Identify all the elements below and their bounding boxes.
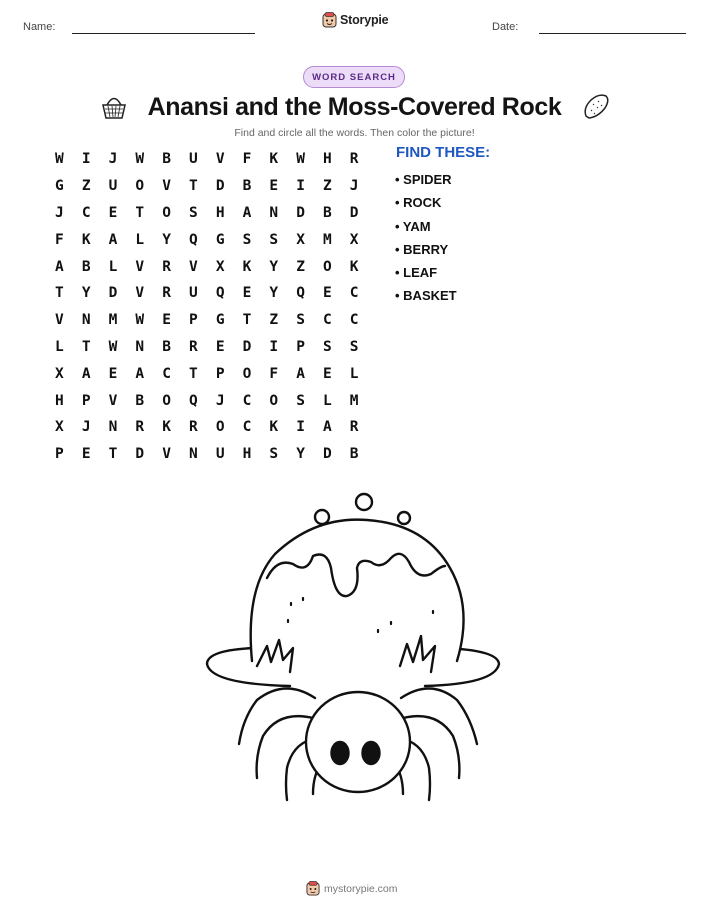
- grid-cell[interactable]: S: [296, 392, 305, 409]
- grid-cell[interactable]: C: [349, 312, 359, 329]
- grid-cell[interactable]: I: [269, 338, 279, 355]
- spider-leg: [403, 716, 459, 778]
- grid-cell[interactable]: T: [242, 312, 252, 329]
- grid-cell[interactable]: E: [242, 285, 252, 302]
- grid-cell[interactable]: L: [323, 392, 332, 409]
- rock: [251, 520, 464, 661]
- grid-cell[interactable]: P: [55, 446, 64, 463]
- grid-cell[interactable]: P: [81, 392, 91, 409]
- yam-icon: [581, 92, 611, 122]
- grid-cell[interactable]: D: [242, 338, 252, 355]
- grid-cell[interactable]: B: [135, 392, 145, 409]
- grid-cell[interactable]: F: [55, 231, 64, 248]
- grid-cell[interactable]: E: [269, 178, 279, 195]
- grid-cell[interactable]: R: [162, 285, 171, 302]
- grid-cell[interactable]: N: [81, 312, 91, 329]
- grid-cell[interactable]: Z: [296, 258, 305, 275]
- grid-cell[interactable]: T: [55, 285, 64, 302]
- grid-cell[interactable]: F: [269, 365, 279, 382]
- grid-cell[interactable]: S: [323, 338, 332, 355]
- grid-cell[interactable]: V: [215, 151, 225, 168]
- footer: [306, 881, 398, 896]
- grid-cell[interactable]: K: [269, 151, 279, 168]
- grid-cell[interactable]: O: [269, 392, 279, 409]
- name-label: Name:: [23, 21, 56, 33]
- word-search-badge: WORD SEARCH: [303, 66, 405, 88]
- grid-cell[interactable]: N: [189, 446, 198, 463]
- grid-cell[interactable]: E: [162, 312, 171, 329]
- grid-cell[interactable]: B: [162, 338, 171, 355]
- grid-cell[interactable]: Y: [269, 285, 279, 302]
- grid-cell[interactable]: W: [55, 151, 64, 168]
- grid-cell[interactable]: X: [55, 365, 64, 382]
- find-these-heading: FIND THESE:: [396, 144, 491, 161]
- grid-cell[interactable]: Y: [81, 285, 91, 302]
- grid-cell[interactable]: H: [55, 392, 64, 409]
- brand: [322, 12, 388, 28]
- grid-cell[interactable]: G: [55, 178, 64, 195]
- date-line[interactable]: [539, 33, 686, 34]
- grid-cell[interactable]: L: [349, 365, 359, 382]
- grid-cell[interactable]: L: [108, 258, 118, 275]
- grid-cell[interactable]: W: [296, 151, 305, 168]
- word-item: • YAM: [395, 218, 431, 234]
- grid-cell[interactable]: T: [108, 446, 118, 463]
- date-label: Date:: [492, 21, 519, 33]
- grid-cell[interactable]: V: [135, 285, 145, 302]
- grid-cell[interactable]: J: [55, 204, 64, 221]
- grid-cell[interactable]: U: [108, 178, 118, 195]
- grid-cell[interactable]: A: [135, 365, 145, 382]
- grid-cell[interactable]: N: [108, 419, 118, 436]
- grid-cell[interactable]: V: [162, 446, 171, 463]
- brand-name: Storypie: [340, 13, 389, 27]
- grid-cell[interactable]: S: [242, 231, 252, 248]
- word-item: • ROCK: [395, 195, 442, 211]
- grid-cell[interactable]: E: [81, 446, 91, 463]
- grid-cell[interactable]: C: [242, 419, 252, 436]
- storypie-logo-icon: [306, 881, 320, 896]
- grid-cell[interactable]: B: [162, 151, 171, 168]
- grid-cell[interactable]: E: [215, 338, 225, 355]
- grid-cell[interactable]: E: [323, 285, 332, 302]
- coloring-illustration[interactable]: [195, 488, 525, 818]
- grid-cell[interactable]: B: [323, 204, 332, 221]
- grid-cell[interactable]: U: [189, 151, 198, 168]
- grid-cell[interactable]: C: [242, 392, 252, 409]
- grid-cell[interactable]: X: [349, 231, 359, 248]
- grid-cell[interactable]: X: [215, 258, 225, 275]
- grid-cell[interactable]: A: [296, 365, 305, 382]
- grid-cell[interactable]: H: [215, 204, 225, 221]
- grid-cell[interactable]: D: [135, 446, 145, 463]
- grid-cell[interactable]: T: [189, 178, 198, 195]
- grid-cell[interactable]: J: [349, 178, 359, 195]
- grid-cell[interactable]: D: [323, 446, 332, 463]
- spider-body: [306, 692, 410, 792]
- grid-cell[interactable]: P: [189, 312, 198, 329]
- letter-grid[interactable]: [46, 146, 368, 468]
- spider-eye: [363, 742, 380, 764]
- grid-cell[interactable]: C: [349, 285, 359, 302]
- grid-cell[interactable]: D: [215, 178, 225, 195]
- grid-cell[interactable]: Z: [323, 178, 332, 195]
- grid-cell[interactable]: X: [55, 419, 64, 436]
- grid-cell[interactable]: E: [108, 204, 118, 221]
- grid-cell[interactable]: E: [108, 365, 118, 382]
- grid-cell[interactable]: S: [269, 231, 279, 248]
- grid-cell[interactable]: J: [81, 419, 91, 436]
- grid-cell[interactable]: R: [162, 258, 171, 275]
- grid-cell[interactable]: N: [269, 204, 279, 221]
- grid-cell[interactable]: D: [296, 204, 305, 221]
- grid-cell[interactable]: H: [323, 151, 332, 168]
- grid-cell[interactable]: B: [81, 258, 91, 275]
- grid-cell[interactable]: R: [349, 151, 359, 168]
- bubble: [356, 494, 372, 510]
- spider-eye: [332, 742, 349, 764]
- grid-cell[interactable]: Y: [162, 231, 171, 248]
- grid-cell[interactable]: V: [189, 258, 198, 275]
- grid-cell[interactable]: R: [189, 338, 198, 355]
- grid-cell[interactable]: L: [135, 231, 145, 248]
- grid-cell[interactable]: V: [55, 312, 64, 329]
- word-list: [395, 170, 457, 310]
- grid-cell[interactable]: L: [55, 338, 64, 355]
- spider-leg: [257, 716, 313, 778]
- grid-cell[interactable]: K: [349, 258, 359, 275]
- grid-cell[interactable]: I: [81, 151, 91, 168]
- grid-cell[interactable]: R: [189, 419, 198, 436]
- grid-cell[interactable]: Y: [269, 258, 279, 275]
- grid-cell[interactable]: X: [296, 231, 305, 248]
- name-line[interactable]: [72, 33, 255, 34]
- grid-cell[interactable]: K: [162, 419, 171, 436]
- grid-cell[interactable]: V: [135, 258, 145, 275]
- word-item: • BASKET: [395, 288, 457, 304]
- grid-cell[interactable]: P: [215, 365, 225, 382]
- grid-cell[interactable]: Z: [269, 312, 279, 329]
- grid-cell[interactable]: M: [349, 392, 359, 409]
- grid-cell[interactable]: S: [296, 312, 305, 329]
- grid-cell[interactable]: C: [323, 312, 332, 329]
- grid-cell[interactable]: A: [323, 419, 332, 436]
- grid-cell[interactable]: T: [189, 365, 198, 382]
- page-title: Anansi and the Moss-Covered Rock: [147, 93, 562, 121]
- grid-cell[interactable]: G: [215, 312, 225, 329]
- grid-cell[interactable]: P: [296, 338, 305, 355]
- bubble: [315, 510, 329, 524]
- grid-cell[interactable]: T: [81, 338, 91, 355]
- grid-cell[interactable]: C: [81, 204, 91, 221]
- grid-cell[interactable]: G: [215, 231, 225, 248]
- grid-cell[interactable]: K: [242, 258, 252, 275]
- grid-cell[interactable]: O: [215, 419, 225, 436]
- grid-cell[interactable]: S: [189, 204, 198, 221]
- grid-cell[interactable]: J: [108, 151, 118, 168]
- grid-cell[interactable]: Q: [189, 231, 198, 248]
- grid-cell[interactable]: O: [162, 392, 171, 409]
- grid-cell[interactable]: O: [242, 365, 252, 382]
- grid-cell[interactable]: A: [81, 365, 91, 382]
- grid-cell[interactable]: T: [135, 204, 145, 221]
- grid-cell[interactable]: V: [162, 178, 171, 195]
- word-item: • BERRY: [395, 241, 449, 257]
- grid-cell[interactable]: D: [108, 285, 118, 302]
- grid-cell[interactable]: B: [349, 446, 359, 463]
- grid-cell[interactable]: H: [242, 446, 252, 463]
- grid-cell[interactable]: A: [242, 204, 252, 221]
- grid-cell[interactable]: A: [55, 258, 64, 275]
- grid-cell[interactable]: K: [81, 231, 91, 248]
- grid-cell[interactable]: Q: [215, 285, 225, 302]
- grid-cell[interactable]: E: [323, 365, 332, 382]
- grid-cell[interactable]: Q: [296, 285, 305, 302]
- grid-cell[interactable]: O: [135, 178, 145, 195]
- grid-cell[interactable]: W: [135, 151, 145, 168]
- footer-url: mystorypie.com: [324, 882, 398, 895]
- grid-cell[interactable]: V: [108, 392, 118, 409]
- grid-cell[interactable]: S: [269, 446, 279, 463]
- grid-cell[interactable]: D: [349, 204, 359, 221]
- grid-cell[interactable]: W: [135, 312, 145, 329]
- grid-cell[interactable]: R: [135, 419, 145, 436]
- grid-cell[interactable]: F: [242, 151, 252, 168]
- grid-cell[interactable]: Y: [296, 446, 305, 463]
- grid-cell[interactable]: U: [189, 285, 198, 302]
- word-item: • LEAF: [395, 265, 438, 281]
- grid-cell[interactable]: Z: [81, 178, 91, 195]
- grid-cell[interactable]: B: [242, 178, 252, 195]
- storypie-logo-icon: [322, 12, 337, 28]
- grid-cell[interactable]: A: [108, 231, 118, 248]
- grid-cell[interactable]: I: [296, 419, 305, 436]
- grid-cell[interactable]: C: [162, 365, 171, 382]
- grid-cell[interactable]: O: [162, 204, 171, 221]
- grid-cell[interactable]: M: [108, 312, 118, 329]
- grid-cell[interactable]: K: [269, 419, 279, 436]
- grid-cell[interactable]: O: [323, 258, 332, 275]
- grid-cell[interactable]: N: [135, 338, 145, 355]
- grid-cell[interactable]: J: [215, 392, 225, 409]
- instructions: Find and circle all the words. Then color the picture!: [234, 127, 475, 139]
- word-item: • SPIDER: [395, 172, 452, 187]
- grid-cell[interactable]: S: [349, 338, 359, 355]
- grid-cell[interactable]: U: [215, 446, 225, 463]
- grid-cell[interactable]: R: [349, 419, 359, 436]
- grid-cell[interactable]: Q: [189, 392, 198, 409]
- grid-cell[interactable]: I: [296, 178, 305, 195]
- bubble: [398, 512, 410, 524]
- grid-cell[interactable]: W: [108, 338, 118, 355]
- grid-cell[interactable]: M: [323, 231, 332, 248]
